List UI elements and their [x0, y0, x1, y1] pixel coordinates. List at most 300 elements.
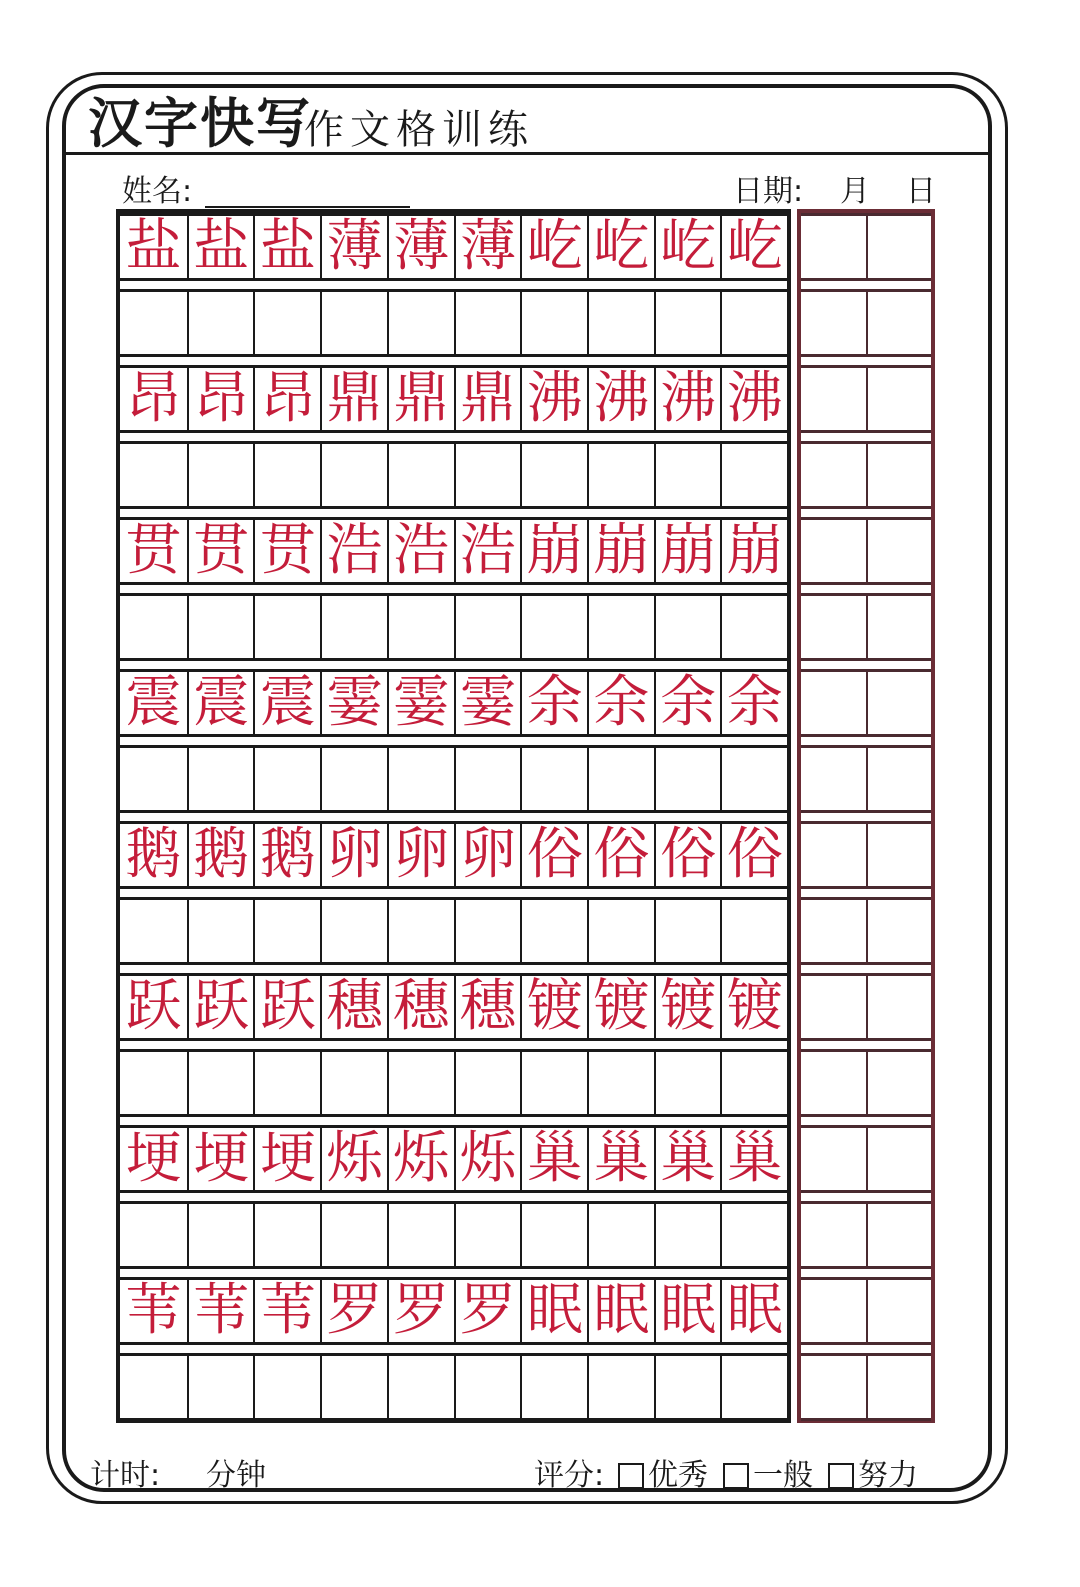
model-character: 穗	[326, 974, 383, 1039]
practice-cell[interactable]	[654, 444, 721, 506]
header-divider	[66, 152, 988, 155]
practice-cell[interactable]	[587, 1204, 654, 1266]
practice-cell[interactable]	[587, 1356, 654, 1418]
model-character: 俗	[660, 822, 717, 887]
model-cell	[520, 216, 587, 278]
side-cell[interactable]	[866, 216, 931, 278]
model-cell	[120, 824, 187, 886]
practice-cell[interactable]	[320, 748, 387, 810]
practice-cell[interactable]	[520, 1052, 587, 1114]
model-character: 苇	[193, 1278, 250, 1343]
practice-cell[interactable]	[320, 900, 387, 962]
side-cell[interactable]	[866, 1280, 931, 1342]
practice-cell[interactable]	[720, 1204, 787, 1266]
model-character: 眠	[526, 1278, 583, 1343]
model-character: 霎	[460, 670, 516, 735]
model-character: 沸	[726, 366, 783, 431]
model-character: 崩	[660, 518, 717, 583]
model-cell	[120, 368, 187, 430]
timer-label: 计时:	[90, 1458, 161, 1493]
model-cell	[654, 1280, 721, 1342]
model-cell	[720, 368, 787, 430]
model-character: 镀	[593, 974, 650, 1039]
practice-cell[interactable]	[587, 900, 654, 962]
practice-cell[interactable]	[187, 1204, 254, 1266]
model-character: 埂	[125, 1126, 182, 1191]
model-character: 余	[726, 670, 783, 735]
average-checkbox[interactable]	[723, 1463, 749, 1489]
model-cell	[654, 1128, 721, 1190]
side-row	[801, 289, 931, 357]
side-row	[801, 1277, 931, 1345]
model-character: 穗	[393, 974, 450, 1039]
model-cell	[320, 1280, 387, 1342]
model-character: 鼎	[326, 366, 383, 431]
practice-cell[interactable]	[187, 1356, 254, 1418]
effort-checkbox[interactable]	[828, 1463, 854, 1489]
model-character: 屹	[726, 214, 783, 279]
model-character: 穗	[460, 974, 516, 1039]
model-cell	[454, 1128, 521, 1190]
model-character: 巢	[526, 1126, 583, 1191]
practice-cell[interactable]	[120, 444, 187, 506]
model-character: 埂	[193, 1126, 250, 1191]
model-character: 跃	[193, 974, 250, 1039]
model-character: 盐	[125, 214, 182, 279]
model-character: 跃	[125, 974, 182, 1039]
model-character: 薄	[393, 214, 450, 279]
side-cell[interactable]	[866, 1356, 931, 1418]
model-character: 薄	[460, 214, 516, 279]
model-cell	[187, 672, 254, 734]
model-character: 鹅	[259, 822, 316, 887]
date-label: 日期:	[733, 174, 804, 209]
model-row	[120, 365, 787, 433]
model-character: 眠	[593, 1278, 650, 1343]
side-cell[interactable]	[866, 1204, 931, 1266]
practice-cell[interactable]	[187, 596, 254, 658]
side-cell[interactable]	[801, 444, 866, 506]
model-cell	[320, 520, 387, 582]
effort-label: 努力	[858, 1458, 918, 1493]
model-cell	[587, 672, 654, 734]
model-cell	[520, 368, 587, 430]
model-cell	[187, 520, 254, 582]
practice-cell[interactable]	[120, 1204, 187, 1266]
practice-cell[interactable]	[520, 1204, 587, 1266]
practice-cell[interactable]	[720, 596, 787, 658]
model-cell	[320, 216, 387, 278]
practice-cell[interactable]	[587, 1052, 654, 1114]
side-row	[801, 973, 931, 1041]
side-row	[801, 593, 931, 661]
model-character: 昂	[193, 366, 250, 431]
side-cell[interactable]	[866, 976, 931, 1038]
practice-cell[interactable]	[387, 1356, 454, 1418]
model-cell	[720, 976, 787, 1038]
practice-cell[interactable]	[520, 444, 587, 506]
practice-cell[interactable]	[520, 748, 587, 810]
practice-cell[interactable]	[120, 900, 187, 962]
model-cell	[320, 976, 387, 1038]
practice-cell[interactable]	[387, 900, 454, 962]
model-character: 浩	[393, 518, 450, 583]
practice-cell[interactable]	[654, 900, 721, 962]
model-cell	[520, 1280, 587, 1342]
model-character: 巢	[660, 1126, 717, 1191]
side-cell[interactable]	[801, 824, 866, 886]
side-row	[801, 441, 931, 509]
practice-cell[interactable]	[454, 1052, 521, 1114]
model-cell	[187, 368, 254, 430]
model-character: 沸	[660, 366, 717, 431]
practice-cell[interactable]	[187, 900, 254, 962]
side-cell[interactable]	[801, 1052, 866, 1114]
practice-cell[interactable]	[187, 1052, 254, 1114]
model-cell	[720, 672, 787, 734]
practice-row	[120, 441, 787, 509]
model-cell	[587, 368, 654, 430]
practice-cell[interactable]	[454, 596, 521, 658]
side-row	[801, 213, 931, 281]
excellent-label: 优秀	[648, 1458, 708, 1493]
side-row	[801, 1049, 931, 1117]
practice-cell[interactable]	[654, 596, 721, 658]
practice-cell[interactable]	[387, 1204, 454, 1266]
model-cell	[720, 520, 787, 582]
practice-cell[interactable]	[720, 1356, 787, 1418]
model-cell	[720, 1280, 787, 1342]
practice-cell[interactable]	[320, 292, 387, 354]
model-cell	[387, 520, 454, 582]
practice-cell[interactable]	[387, 292, 454, 354]
side-cell[interactable]	[866, 444, 931, 506]
name-field[interactable]	[205, 206, 410, 208]
practice-cell[interactable]	[320, 1356, 387, 1418]
side-cell[interactable]	[866, 520, 931, 582]
practice-row	[120, 897, 787, 965]
model-cell	[187, 216, 254, 278]
model-cell	[253, 976, 320, 1038]
practice-cell[interactable]	[253, 444, 320, 506]
side-row	[801, 669, 931, 737]
practice-row	[120, 289, 787, 357]
practice-cell[interactable]	[387, 748, 454, 810]
model-character: 霎	[393, 670, 450, 735]
model-cell	[520, 672, 587, 734]
model-cell	[120, 216, 187, 278]
side-cell[interactable]	[866, 596, 931, 658]
side-cell[interactable]	[866, 368, 931, 430]
practice-cell[interactable]	[253, 748, 320, 810]
model-row	[120, 213, 787, 281]
practice-cell[interactable]	[120, 1052, 187, 1114]
side-cell[interactable]	[866, 748, 931, 810]
model-character: 浩	[326, 518, 383, 583]
side-row	[801, 517, 931, 585]
side-cell[interactable]	[866, 292, 931, 354]
model-cell	[587, 1280, 654, 1342]
model-cell	[720, 1128, 787, 1190]
model-character: 屹	[593, 214, 650, 279]
model-cell	[387, 216, 454, 278]
practice-cell[interactable]	[120, 292, 187, 354]
side-cell[interactable]	[801, 976, 866, 1038]
model-character: 鹅	[125, 822, 182, 887]
practice-cell[interactable]	[454, 900, 521, 962]
model-character: 苇	[259, 1278, 316, 1343]
side-cell[interactable]	[801, 292, 866, 354]
practice-cell[interactable]	[253, 900, 320, 962]
model-cell	[587, 520, 654, 582]
model-character: 眠	[726, 1278, 783, 1343]
model-cell	[187, 1280, 254, 1342]
practice-cell[interactable]	[387, 444, 454, 506]
side-cell[interactable]	[801, 520, 866, 582]
model-character: 巢	[726, 1126, 783, 1191]
practice-cell[interactable]	[454, 1356, 521, 1418]
model-row	[120, 821, 787, 889]
model-character: 俗	[593, 822, 650, 887]
model-character: 昂	[125, 366, 182, 431]
model-cell	[720, 824, 787, 886]
model-character: 盐	[259, 214, 316, 279]
model-character: 震	[259, 670, 316, 735]
side-cell[interactable]	[866, 824, 931, 886]
practice-cell[interactable]	[654, 292, 721, 354]
side-cell[interactable]	[801, 672, 866, 734]
model-character: 俗	[526, 822, 583, 887]
side-cell[interactable]	[801, 596, 866, 658]
practice-cell[interactable]	[387, 1052, 454, 1114]
month-label: 月	[840, 174, 870, 209]
practice-cell[interactable]	[720, 1052, 787, 1114]
model-character: 屹	[660, 214, 717, 279]
model-cell	[454, 824, 521, 886]
practice-cell[interactable]	[720, 900, 787, 962]
side-cell[interactable]	[866, 900, 931, 962]
model-cell	[120, 520, 187, 582]
practice-row	[120, 745, 787, 813]
model-character: 苇	[125, 1278, 182, 1343]
model-cell	[120, 976, 187, 1038]
practice-cell[interactable]	[253, 292, 320, 354]
model-character: 崩	[726, 518, 783, 583]
model-cell	[187, 824, 254, 886]
side-cell[interactable]	[801, 1356, 866, 1418]
model-character: 烁	[393, 1126, 450, 1191]
side-cell[interactable]	[801, 216, 866, 278]
practice-cell[interactable]	[454, 292, 521, 354]
model-cell	[387, 1128, 454, 1190]
model-character: 余	[526, 670, 583, 735]
model-cell	[720, 216, 787, 278]
side-cell[interactable]	[801, 1280, 866, 1342]
model-character: 卵	[393, 822, 450, 887]
model-character: 沸	[593, 366, 650, 431]
practice-cell[interactable]	[320, 1204, 387, 1266]
model-cell	[587, 976, 654, 1038]
practice-cell[interactable]	[720, 292, 787, 354]
side-cell[interactable]	[866, 672, 931, 734]
model-character: 俗	[726, 822, 783, 887]
model-cell	[387, 824, 454, 886]
model-cell	[320, 368, 387, 430]
practice-cell[interactable]	[654, 1204, 721, 1266]
practice-cell[interactable]	[187, 748, 254, 810]
model-character: 昂	[259, 366, 316, 431]
practice-cell[interactable]	[520, 1356, 587, 1418]
model-character: 眠	[660, 1278, 717, 1343]
model-cell	[387, 672, 454, 734]
model-cell	[253, 368, 320, 430]
model-cell	[454, 1280, 521, 1342]
practice-cell[interactable]	[654, 1052, 721, 1114]
average-label: 一般	[753, 1458, 813, 1493]
model-row	[120, 1277, 787, 1345]
model-cell	[320, 824, 387, 886]
model-character: 卵	[326, 822, 383, 887]
model-character: 沸	[526, 366, 583, 431]
model-cell	[654, 216, 721, 278]
practice-cell[interactable]	[520, 900, 587, 962]
practice-row	[120, 1353, 787, 1421]
model-cell	[320, 672, 387, 734]
practice-cell[interactable]	[320, 444, 387, 506]
model-cell	[654, 672, 721, 734]
practice-cell[interactable]	[520, 596, 587, 658]
practice-cell[interactable]	[587, 444, 654, 506]
side-row	[801, 1201, 931, 1269]
model-character: 浩	[460, 518, 516, 583]
model-character: 镀	[660, 974, 717, 1039]
practice-cell[interactable]	[454, 444, 521, 506]
model-character: 镀	[526, 974, 583, 1039]
model-cell	[654, 368, 721, 430]
practice-cell[interactable]	[253, 1052, 320, 1114]
model-cell	[454, 216, 521, 278]
side-row	[801, 1353, 931, 1421]
practice-cell[interactable]	[654, 748, 721, 810]
model-cell	[253, 216, 320, 278]
model-cell	[253, 1128, 320, 1190]
model-character: 罗	[326, 1278, 383, 1343]
model-character: 余	[660, 670, 717, 735]
model-cell	[520, 976, 587, 1038]
model-cell	[387, 1280, 454, 1342]
model-cell	[320, 1128, 387, 1190]
worksheet-title: 汉字快写	[88, 92, 312, 155]
model-cell	[187, 1128, 254, 1190]
excellent-checkbox[interactable]	[618, 1463, 644, 1489]
model-character: 贯	[259, 518, 316, 583]
model-cell	[454, 520, 521, 582]
practice-cell[interactable]	[720, 444, 787, 506]
score-label: 评分:	[534, 1458, 605, 1493]
practice-cell[interactable]	[253, 596, 320, 658]
practice-cell[interactable]	[520, 292, 587, 354]
side-row	[801, 1125, 931, 1193]
practice-row	[120, 1201, 787, 1269]
practice-cell[interactable]	[120, 596, 187, 658]
practice-cell[interactable]	[387, 596, 454, 658]
name-label: 姓名:	[122, 174, 193, 209]
model-character: 巢	[593, 1126, 650, 1191]
model-character: 贯	[125, 518, 182, 583]
model-character: 震	[193, 670, 250, 735]
model-character: 罗	[393, 1278, 450, 1343]
side-cell[interactable]	[801, 1128, 866, 1190]
side-row	[801, 365, 931, 433]
side-cell[interactable]	[866, 1128, 931, 1190]
practice-cell[interactable]	[120, 1356, 187, 1418]
practice-cell[interactable]	[587, 748, 654, 810]
model-character: 鹅	[193, 822, 250, 887]
model-cell	[120, 672, 187, 734]
model-cell	[120, 1128, 187, 1190]
model-cell	[587, 216, 654, 278]
model-cell	[587, 824, 654, 886]
model-character: 盐	[193, 214, 250, 279]
model-cell	[253, 520, 320, 582]
model-cell	[520, 1128, 587, 1190]
model-character: 埂	[259, 1126, 316, 1191]
model-cell	[387, 368, 454, 430]
practice-cell[interactable]	[253, 1356, 320, 1418]
side-cell[interactable]	[801, 1204, 866, 1266]
model-character: 薄	[326, 214, 383, 279]
model-character: 鼎	[393, 366, 450, 431]
practice-cell[interactable]	[454, 748, 521, 810]
practice-cell[interactable]	[253, 1204, 320, 1266]
practice-row	[120, 593, 787, 661]
side-cell[interactable]	[801, 900, 866, 962]
practice-row	[120, 1049, 787, 1117]
model-cell	[654, 824, 721, 886]
practice-cell[interactable]	[654, 1356, 721, 1418]
side-row	[801, 897, 931, 965]
practice-cell[interactable]	[320, 596, 387, 658]
practice-cell[interactable]	[187, 292, 254, 354]
model-character: 镀	[726, 974, 783, 1039]
side-cell[interactable]	[866, 1052, 931, 1114]
model-row	[120, 669, 787, 737]
side-row	[801, 745, 931, 813]
practice-cell[interactable]	[120, 748, 187, 810]
model-cell	[454, 368, 521, 430]
practice-cell[interactable]	[587, 292, 654, 354]
practice-cell[interactable]	[320, 1052, 387, 1114]
side-cell[interactable]	[801, 748, 866, 810]
model-cell	[187, 976, 254, 1038]
side-cell[interactable]	[801, 368, 866, 430]
model-cell	[520, 520, 587, 582]
model-character: 余	[593, 670, 650, 735]
practice-cell[interactable]	[187, 444, 254, 506]
worksheet-subtitle: 作文格训练	[304, 107, 534, 153]
day-label: 日	[906, 174, 936, 209]
model-character: 屹	[526, 214, 583, 279]
model-character: 烁	[326, 1126, 383, 1191]
practice-cell[interactable]	[454, 1204, 521, 1266]
practice-cell[interactable]	[720, 748, 787, 810]
model-character: 震	[125, 670, 182, 735]
model-cell	[520, 824, 587, 886]
model-row	[120, 1125, 787, 1193]
model-character: 霎	[326, 670, 383, 735]
practice-cell[interactable]	[587, 596, 654, 658]
model-row	[120, 973, 787, 1041]
